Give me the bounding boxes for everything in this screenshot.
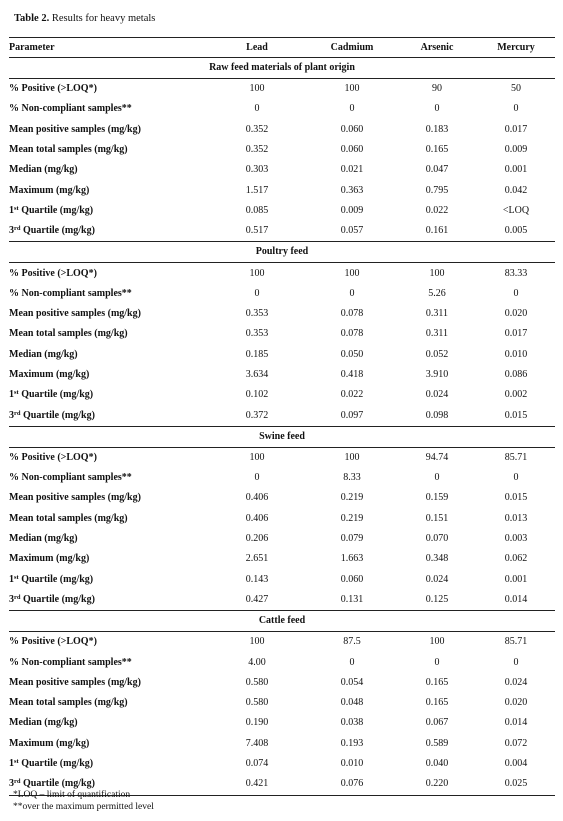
cell-cadmium: 0.060	[340, 123, 364, 135]
cell-lead: 0.303	[245, 164, 269, 176]
table-row	[9, 529, 555, 549]
cell-mercury: 0.014	[504, 717, 528, 729]
cell-arsenic: 0.040	[425, 758, 449, 770]
row-parameter-label: Median (mg/kg)	[9, 164, 78, 176]
cell-mercury: 0.004	[504, 758, 528, 770]
row-parameter-label: Maximum (mg/kg)	[9, 737, 90, 749]
section-title: Raw feed materials of plant origin	[9, 58, 555, 79]
cell-lead: 0.580	[245, 697, 269, 709]
cell-cadmium: 0.054	[340, 676, 364, 688]
cell-arsenic: 94.74	[425, 451, 449, 463]
cell-mercury: 0.001	[504, 164, 528, 176]
cell-arsenic: 0.052	[425, 348, 449, 360]
row-parameter-label: Mean total samples (mg/kg)	[9, 144, 128, 156]
cell-mercury: 0.020	[504, 697, 528, 709]
cell-lead: 2.651	[245, 553, 269, 565]
row-parameter-label: % Non-compliant samples**	[9, 656, 132, 668]
table-header-row	[9, 38, 555, 58]
cell-mercury: 0.086	[504, 369, 528, 380]
cell-arsenic: 0.165	[425, 144, 449, 156]
row-parameter-label: Mean positive samples (mg/kg)	[9, 123, 141, 135]
cell-mercury: 0.015	[477, 405, 555, 426]
table-row	[9, 263, 555, 284]
cell-lead: 0	[254, 103, 260, 115]
cell-cadmium: 0.038	[340, 717, 364, 729]
cell-mercury: <LOQ	[502, 204, 530, 216]
table-row	[9, 713, 555, 733]
cell-arsenic: 0.311	[425, 308, 449, 320]
table-row	[9, 221, 555, 242]
table-row	[9, 160, 555, 180]
cell-mercury: 0	[513, 103, 519, 115]
column-header-mercury: Mercury	[497, 41, 535, 53]
cell-cadmium: 0.078	[340, 308, 364, 320]
cell-lead: 100	[249, 451, 265, 463]
section-header-row	[9, 58, 555, 79]
cell-arsenic: 0.098	[397, 405, 477, 426]
table-row	[9, 99, 555, 119]
table-row	[9, 385, 555, 405]
row-parameter-label: % Non-compliant samples**	[9, 472, 132, 484]
cell-lead: 0.427	[207, 590, 307, 611]
cell-cadmium: 0.079	[340, 533, 364, 545]
cell-cadmium: 0.363	[340, 184, 364, 196]
cell-cadmium: 0	[349, 656, 355, 668]
cell-mercury: 0.003	[504, 533, 528, 545]
cell-lead: 1.517	[245, 184, 269, 196]
section-title: Cattle feed	[9, 611, 555, 632]
cell-mercury: 50	[511, 83, 521, 95]
cell-cadmium: 0	[349, 287, 355, 299]
row-parameter-label: Median (mg/kg)	[9, 717, 78, 729]
cell-arsenic: 0.024	[425, 573, 449, 585]
cell-mercury: 0.062	[504, 553, 528, 565]
row-parameter-label: Mean total samples (mg/kg)	[9, 328, 128, 340]
cell-cadmium: 87.5	[343, 636, 361, 648]
row-parameter-label: Maximum (mg/kg)	[9, 369, 90, 380]
row-parameter-label: 3rd Quartile (mg/kg)	[9, 221, 207, 242]
table-row	[9, 201, 555, 221]
cell-lead: 0.580	[245, 676, 269, 688]
cell-cadmium: 0.022	[340, 389, 364, 401]
cell-cadmium: 0	[349, 103, 355, 115]
cell-arsenic: 3.910	[425, 369, 449, 380]
cell-cadmium: 0.076	[307, 774, 397, 795]
cell-cadmium: 100	[344, 267, 360, 279]
table-row	[9, 509, 555, 529]
section-title: Swine feed	[9, 426, 555, 447]
cell-arsenic: 0	[434, 103, 440, 115]
cell-lead: 100	[249, 636, 265, 648]
cell-lead: 0.406	[245, 512, 269, 524]
cell-lead: 0.085	[245, 204, 269, 216]
cell-lead: 0.517	[207, 221, 307, 242]
cell-mercury: 0.015	[504, 492, 528, 504]
cell-cadmium: 0.050	[340, 348, 364, 360]
row-parameter-label: 3rd Quartile (mg/kg)	[9, 405, 207, 426]
cell-mercury: 85.71	[504, 636, 528, 648]
cell-arsenic: 0.022	[425, 204, 449, 216]
table-row	[9, 324, 555, 344]
table-body	[9, 58, 555, 796]
cell-arsenic: 0.348	[425, 553, 449, 565]
table-caption-text: Results for heavy metals	[49, 13, 156, 24]
cell-cadmium: 0.078	[340, 328, 364, 340]
row-parameter-label: % Positive (>LOQ*)	[9, 83, 97, 95]
cell-arsenic: 0.165	[425, 697, 449, 709]
cell-lead: 0.143	[245, 573, 269, 585]
table-row	[9, 734, 555, 754]
row-parameter-label: 3rd Quartile (mg/kg)	[9, 590, 207, 611]
cell-cadmium: 0.418	[340, 369, 364, 380]
row-parameter-label: 1st Quartile (mg/kg)	[9, 389, 94, 401]
row-parameter-label: Mean total samples (mg/kg)	[9, 512, 128, 524]
cell-arsenic: 0.024	[425, 389, 449, 401]
cell-mercury: 0	[513, 472, 519, 484]
cell-cadmium: 0.097	[307, 405, 397, 426]
table-row	[9, 488, 555, 508]
table-row	[9, 754, 555, 774]
cell-cadmium: 0.060	[340, 144, 364, 156]
row-parameter-label: 1st Quartile (mg/kg)	[9, 573, 94, 585]
cell-mercury: 0.017	[504, 328, 528, 340]
cell-mercury: 0.024	[504, 676, 528, 688]
cell-cadmium: 8.33	[343, 472, 361, 484]
table-row	[9, 673, 555, 693]
cell-arsenic: 0.070	[425, 533, 449, 545]
cell-cadmium: 0.010	[340, 758, 364, 770]
table-row	[9, 570, 555, 590]
cell-lead: 0.206	[245, 533, 269, 545]
section-header-row	[9, 242, 555, 263]
cell-arsenic: 0.311	[425, 328, 449, 340]
column-header-cadmium: Cadmium	[330, 41, 374, 53]
cell-mercury: 0.014	[477, 590, 555, 611]
cell-cadmium: 0.048	[340, 697, 364, 709]
cell-mercury: 0.002	[504, 389, 528, 401]
column-header-lead: Lead	[246, 41, 268, 53]
table-caption	[14, 12, 155, 26]
cell-mercury: 0.017	[504, 123, 528, 135]
cell-lead: 0	[254, 287, 260, 299]
row-parameter-label: Mean positive samples (mg/kg)	[9, 676, 141, 688]
footnote-non-compliant: **over the maximum permitted level	[13, 801, 154, 812]
table-row	[9, 468, 555, 488]
cell-lead: 3.634	[245, 369, 269, 380]
row-parameter-label: % Positive (>LOQ*)	[9, 636, 97, 648]
table-row	[9, 120, 555, 140]
cell-arsenic: 100	[429, 267, 445, 279]
table-row	[9, 590, 555, 611]
cell-lead: 0.406	[245, 492, 269, 504]
row-parameter-label: 1st Quartile (mg/kg)	[9, 758, 94, 770]
table-row	[9, 652, 555, 672]
row-parameter-label: Maximum (mg/kg)	[9, 553, 90, 565]
row-parameter-label: % Positive (>LOQ*)	[9, 267, 97, 279]
cell-arsenic: 0.067	[425, 717, 449, 729]
footnotes	[13, 790, 154, 813]
section-header-row	[9, 426, 555, 447]
section-header-row	[9, 611, 555, 632]
cell-mercury: 0	[513, 656, 519, 668]
table-row	[9, 549, 555, 569]
cell-cadmium: 0.057	[307, 221, 397, 242]
cell-mercury: 0.010	[504, 348, 528, 360]
table-row	[9, 79, 555, 100]
cell-lead: 0.074	[245, 758, 269, 770]
cell-mercury: 0.020	[504, 308, 528, 320]
table-row	[9, 140, 555, 160]
cell-cadmium: 100	[344, 451, 360, 463]
column-header-arsenic: Arsenic	[420, 41, 454, 53]
cell-cadmium: 0.131	[307, 590, 397, 611]
table-caption-label: Table 2.	[14, 13, 50, 24]
cell-arsenic: 0.151	[425, 512, 449, 524]
table-row	[9, 365, 555, 385]
row-parameter-label: 1st Quartile (mg/kg)	[9, 204, 94, 216]
cell-lead: 100	[249, 83, 265, 95]
cell-cadmium: 0.009	[340, 204, 364, 216]
cell-lead: 0.353	[245, 328, 269, 340]
cell-mercury: 0.005	[477, 221, 555, 242]
cell-arsenic: 0.047	[425, 164, 449, 176]
row-parameter-label: Mean positive samples (mg/kg)	[9, 492, 141, 504]
cell-arsenic: 0.589	[425, 737, 449, 749]
cell-cadmium: 0.219	[340, 492, 364, 504]
heavy-metals-table	[9, 37, 555, 796]
cell-lead: 0.353	[245, 308, 269, 320]
cell-mercury: 0.001	[504, 573, 528, 585]
cell-arsenic: 0.795	[425, 184, 449, 196]
cell-lead: 4.00	[248, 656, 266, 668]
cell-mercury: 83.33	[504, 267, 528, 279]
cell-lead: 0.185	[245, 348, 269, 360]
cell-arsenic: 0.159	[425, 492, 449, 504]
cell-lead: 7.408	[245, 737, 269, 749]
cell-arsenic: 0	[434, 472, 440, 484]
row-parameter-label: Median (mg/kg)	[9, 348, 78, 360]
row-parameter-label: Mean total samples (mg/kg)	[9, 697, 128, 709]
cell-lead: 100	[249, 267, 265, 279]
cell-lead: 0	[254, 472, 260, 484]
cell-cadmium: 100	[344, 83, 360, 95]
row-parameter-label: Median (mg/kg)	[9, 533, 78, 545]
cell-cadmium: 0.021	[340, 164, 364, 176]
table-row	[9, 304, 555, 324]
row-parameter-label: % Positive (>LOQ*)	[9, 451, 97, 463]
cell-arsenic: 0.165	[425, 676, 449, 688]
column-header-parameter: Parameter	[9, 41, 55, 53]
cell-arsenic: 90	[432, 83, 442, 95]
cell-lead: 0.352	[245, 144, 269, 156]
table-row	[9, 405, 555, 426]
cell-arsenic: 0.183	[425, 123, 449, 135]
cell-mercury: 85.71	[504, 451, 528, 463]
cell-mercury: 0.072	[504, 737, 528, 749]
table-row	[9, 632, 555, 653]
section-title: Poultry feed	[9, 242, 555, 263]
cell-arsenic: 0	[434, 656, 440, 668]
cell-arsenic: 0.161	[397, 221, 477, 242]
row-parameter-label: 3rd Quartile (mg/kg)	[9, 774, 207, 795]
table-row	[9, 284, 555, 304]
table-row	[9, 345, 555, 365]
cell-cadmium: 0.193	[340, 737, 364, 749]
cell-cadmium: 0.219	[340, 512, 364, 524]
table-row	[9, 693, 555, 713]
cell-cadmium: 0.060	[340, 573, 364, 585]
cell-lead: 0.102	[245, 389, 269, 401]
cell-mercury: 0.042	[504, 184, 528, 196]
cell-mercury: 0.025	[477, 774, 555, 795]
cell-cadmium: 1.663	[340, 553, 364, 565]
cell-lead: 0.352	[245, 123, 269, 135]
cell-lead: 0.190	[245, 717, 269, 729]
cell-lead: 0.421	[207, 774, 307, 795]
row-parameter-label: % Non-compliant samples**	[9, 287, 132, 299]
cell-arsenic: 0.125	[397, 590, 477, 611]
row-parameter-label: % Non-compliant samples**	[9, 103, 132, 115]
cell-mercury: 0.009	[504, 144, 528, 156]
cell-arsenic: 5.26	[428, 287, 446, 299]
row-parameter-label: Mean positive samples (mg/kg)	[9, 308, 141, 320]
table-row	[9, 180, 555, 200]
cell-mercury: 0.013	[504, 512, 528, 524]
cell-arsenic: 0.220	[397, 774, 477, 795]
table-row	[9, 447, 555, 468]
cell-arsenic: 100	[429, 636, 445, 648]
cell-mercury: 0	[513, 287, 519, 299]
row-parameter-label: Maximum (mg/kg)	[9, 184, 90, 196]
cell-lead: 0.372	[207, 405, 307, 426]
footnote-loq: *LOQ – limit of quantification	[13, 790, 131, 800]
